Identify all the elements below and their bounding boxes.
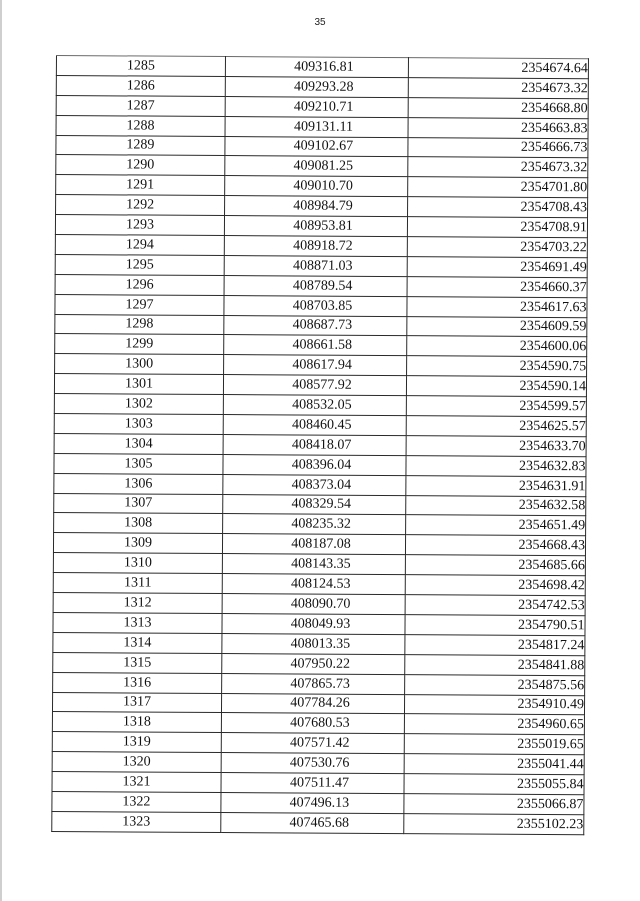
y-coordinate-cell: 2354632.58 [406, 495, 586, 516]
x-coordinate-cell [221, 693, 404, 714]
x-coordinate-cell [225, 176, 408, 197]
point-number-cell: 1295 [55, 254, 224, 275]
point-number-cell: 1310 [53, 553, 222, 574]
x-coordinate-cell [225, 196, 408, 217]
y-coordinate-cell: 2354609.59 [407, 316, 587, 337]
y-coordinate-cell: 2354590.14 [406, 376, 586, 397]
point-number-cell: 1320 [52, 752, 221, 773]
y-coordinate-cell: 2354708.43 [408, 197, 588, 218]
table-row [56, 115, 588, 138]
point-number-cell: 1287 [56, 95, 225, 116]
point-number-cell: 1305 [54, 453, 223, 474]
point-number-cell: 1297 [55, 294, 224, 315]
point-number-cell: 1312 [53, 593, 222, 614]
x-coordinate-value: 408235.32 [291, 516, 351, 533]
x-coordinate-cell [221, 773, 404, 794]
x-coordinate-cell [222, 574, 405, 595]
y-coordinate-cell: 2355041.44 [404, 754, 584, 775]
x-coordinate-value: 408953.81 [293, 218, 353, 234]
point-number-cell: 1314 [53, 632, 222, 653]
x-coordinate-cell [224, 255, 407, 276]
x-coordinate-cell [221, 792, 404, 813]
y-coordinate-cell: 2354673.32 [408, 157, 588, 178]
table-row [54, 394, 586, 417]
x-coordinate-cell [222, 633, 405, 654]
table-row [52, 791, 584, 814]
y-coordinate-cell: 2354910.49 [404, 694, 584, 715]
point-number-cell: 1285 [56, 56, 225, 77]
x-coordinate-value: 408396.04 [291, 457, 352, 473]
x-coordinate-cell [224, 335, 407, 356]
scan-edge [0, 0, 2, 901]
point-number-cell: 1321 [52, 772, 221, 793]
x-coordinate-cell [222, 594, 405, 615]
point-number-cell: 1294 [55, 235, 224, 256]
x-coordinate-value: 409210.71 [293, 99, 354, 115]
table-row [55, 215, 587, 238]
table-row [53, 593, 585, 616]
x-coordinate-value: 407784.26 [290, 695, 350, 712]
point-number-cell: 1306 [54, 473, 223, 494]
table-row [56, 195, 588, 218]
page-number: 35 [314, 17, 326, 28]
x-coordinate-value: 408329.54 [291, 496, 352, 513]
x-coordinate-cell [223, 454, 406, 475]
point-number-cell: 1291 [56, 175, 225, 196]
table-row [52, 692, 584, 715]
coordinates-table-body [52, 56, 589, 835]
table-row [56, 75, 588, 98]
point-number-cell: 1316 [53, 672, 222, 693]
y-coordinate-cell: 2354674.64 [408, 58, 588, 79]
x-coordinate-cell [224, 216, 407, 237]
x-coordinate-value: 407496.13 [289, 795, 350, 811]
table-row [54, 493, 586, 516]
y-coordinate-cell: 2354960.65 [404, 714, 584, 735]
y-coordinate-cell: 2355102.23 [404, 813, 584, 834]
point-number-cell: 1300 [55, 354, 224, 375]
y-coordinate-cell: 2354617.63 [407, 296, 587, 317]
table-row [54, 433, 586, 456]
y-coordinate-cell: 2354663.83 [408, 117, 588, 138]
y-coordinate-cell: 2354708.91 [407, 217, 587, 238]
y-coordinate-cell: 2355066.87 [404, 794, 584, 815]
point-number-cell: 1307 [54, 493, 223, 514]
table-row [56, 155, 588, 178]
point-number-cell: 1304 [54, 433, 223, 454]
x-coordinate-value: 408373.04 [291, 477, 352, 493]
y-coordinate-cell: 2354668.80 [408, 97, 588, 118]
x-coordinate-cell [222, 554, 405, 575]
point-number-cell: 1308 [54, 513, 223, 534]
table-row [53, 632, 585, 655]
x-coordinate-value: 408460.45 [291, 417, 352, 433]
x-coordinate-value: 407530.76 [289, 755, 350, 771]
point-number-cell: 1289 [56, 135, 225, 156]
x-coordinate-cell [222, 673, 405, 694]
coordinates-table [51, 55, 589, 835]
x-coordinate-cell [222, 534, 405, 555]
point-number-cell: 1303 [54, 414, 223, 435]
x-coordinate-value: 408687.73 [292, 317, 353, 334]
x-coordinate-value: 409010.70 [293, 178, 353, 195]
y-coordinate-cell: 2354599.57 [406, 396, 586, 417]
y-coordinate-cell: 2354651.49 [406, 515, 586, 536]
table-row [55, 254, 587, 277]
x-coordinate-cell [221, 713, 404, 734]
point-number-cell: 1288 [56, 115, 225, 136]
y-coordinate-cell: 2354590.75 [407, 356, 587, 377]
y-coordinate-cell: 2354625.57 [406, 416, 586, 437]
x-coordinate-value: 407465.68 [289, 815, 350, 831]
y-coordinate-cell: 2354660.37 [407, 276, 587, 297]
x-coordinate-value: 408984.79 [293, 198, 353, 214]
x-coordinate-cell [225, 76, 408, 97]
table-row [52, 772, 584, 795]
x-coordinate-cell [225, 116, 408, 137]
x-coordinate-value: 408049.93 [290, 616, 351, 632]
y-coordinate-cell: 2354685.66 [405, 555, 585, 576]
x-coordinate-value: 408532.05 [292, 397, 352, 413]
x-coordinate-value: 409316.81 [294, 59, 354, 75]
x-coordinate-value: 408661.58 [292, 337, 353, 354]
table-row [53, 652, 585, 675]
point-number-cell: 1299 [55, 334, 224, 355]
table-row [56, 175, 588, 198]
y-coordinate-cell: 2354631.91 [406, 475, 586, 496]
x-coordinate-cell [224, 236, 407, 257]
table-row [54, 453, 586, 476]
table-row [52, 732, 584, 755]
table-row [53, 612, 585, 635]
point-number-cell: 1309 [53, 533, 222, 554]
table-row [54, 414, 586, 437]
x-coordinate-value: 407950.22 [290, 656, 351, 672]
y-coordinate-cell: 2354841.88 [405, 654, 585, 675]
x-coordinate-value: 407680.53 [290, 715, 350, 732]
point-number-cell: 1296 [55, 274, 224, 295]
x-coordinate-value: 408577.92 [292, 377, 352, 393]
point-number-cell: 1319 [52, 732, 221, 753]
point-number-cell: 1290 [56, 155, 225, 176]
y-coordinate-cell: 2354691.49 [407, 257, 587, 278]
y-coordinate-cell: 2354668.43 [405, 535, 585, 556]
x-coordinate-cell [223, 375, 406, 396]
x-coordinate-cell [225, 136, 408, 157]
y-coordinate-cell: 2354703.22 [407, 237, 587, 258]
x-coordinate-value: 408703.85 [292, 298, 353, 314]
y-coordinate-cell: 2355055.84 [404, 774, 584, 795]
x-coordinate-value: 408871.03 [292, 258, 353, 274]
y-coordinate-cell: 2354632.83 [406, 455, 586, 476]
x-coordinate-cell [225, 156, 408, 177]
table-row [52, 712, 584, 735]
table-row [56, 135, 588, 158]
x-coordinate-cell [224, 315, 407, 336]
table-row [53, 672, 585, 695]
x-coordinate-cell [223, 415, 406, 436]
x-coordinate-value: 409102.67 [293, 138, 354, 155]
x-coordinate-value: 409131.11 [294, 119, 354, 135]
point-number-cell: 1315 [53, 652, 222, 673]
table-row [52, 811, 584, 834]
point-number-cell: 1311 [53, 573, 222, 594]
point-number-cell: 1323 [52, 811, 221, 832]
x-coordinate-value: 408187.08 [291, 536, 351, 553]
x-coordinate-value: 407511.47 [290, 775, 350, 791]
x-coordinate-value: 407865.73 [290, 675, 350, 692]
y-coordinate-cell: 2354600.06 [407, 336, 587, 357]
x-coordinate-cell [224, 275, 407, 296]
y-coordinate-cell: 2354673.32 [408, 78, 588, 99]
table-row [53, 573, 585, 596]
x-coordinate-cell [221, 753, 404, 774]
x-coordinate-cell [221, 812, 404, 833]
y-coordinate-cell: 2354633.70 [406, 436, 586, 457]
coordinates-table-wrapper [51, 55, 586, 835]
x-coordinate-cell [223, 514, 406, 535]
y-coordinate-cell: 2354701.80 [408, 177, 588, 198]
x-coordinate-cell [225, 96, 408, 117]
x-coordinate-value: 408090.70 [290, 596, 351, 612]
x-coordinate-cell [222, 653, 405, 674]
x-coordinate-cell [223, 474, 406, 495]
x-coordinate-value: 409293.28 [294, 79, 354, 95]
table-row [55, 334, 587, 357]
x-coordinate-value: 409081.25 [293, 158, 354, 175]
x-coordinate-value: 408617.94 [292, 357, 352, 374]
table-row [55, 235, 587, 258]
x-coordinate-cell [225, 57, 408, 78]
table-row [54, 374, 586, 397]
table-row [53, 553, 585, 576]
table-row [54, 513, 586, 536]
point-number-cell: 1298 [55, 314, 224, 335]
y-coordinate-cell: 2355019.65 [404, 734, 584, 755]
point-number-cell: 1313 [53, 612, 222, 633]
x-coordinate-value: 408918.72 [293, 238, 353, 254]
x-coordinate-cell [224, 295, 407, 316]
point-number-cell: 1322 [52, 791, 221, 812]
x-coordinate-cell [222, 613, 405, 634]
y-coordinate-cell: 2354666.73 [408, 137, 588, 158]
table-row [52, 752, 584, 775]
y-coordinate-cell: 2354698.42 [405, 575, 585, 596]
table-row [53, 533, 585, 556]
y-coordinate-cell: 2354742.53 [405, 595, 585, 616]
point-number-cell: 1301 [54, 374, 223, 395]
table-row [55, 294, 587, 317]
x-coordinate-value: 408013.35 [290, 636, 351, 652]
point-number-cell: 1293 [55, 215, 224, 236]
x-coordinate-value: 408124.53 [290, 576, 351, 592]
y-coordinate-cell: 2354875.56 [405, 674, 585, 695]
table-row [55, 314, 587, 337]
table-row [54, 473, 586, 496]
x-coordinate-cell [223, 395, 406, 416]
table-row [56, 56, 588, 79]
x-coordinate-value: 408143.35 [291, 556, 351, 572]
x-coordinate-value: 407571.42 [290, 735, 350, 751]
point-number-cell: 1317 [52, 692, 221, 713]
x-coordinate-value: 408789.54 [292, 278, 353, 294]
point-number-cell: 1302 [54, 394, 223, 415]
table-row [55, 354, 587, 377]
point-number-cell: 1286 [56, 75, 225, 96]
table-row [56, 95, 588, 118]
y-coordinate-cell: 2354790.51 [405, 615, 585, 636]
x-coordinate-cell [224, 355, 407, 376]
x-coordinate-cell [221, 733, 404, 754]
x-coordinate-value: 408418.07 [291, 437, 352, 453]
x-coordinate-cell [223, 434, 406, 455]
point-number-cell: 1318 [52, 712, 221, 733]
x-coordinate-cell [223, 494, 406, 515]
table-row [55, 274, 587, 297]
y-coordinate-cell: 2354817.24 [405, 634, 585, 655]
point-number-cell: 1292 [56, 195, 225, 216]
